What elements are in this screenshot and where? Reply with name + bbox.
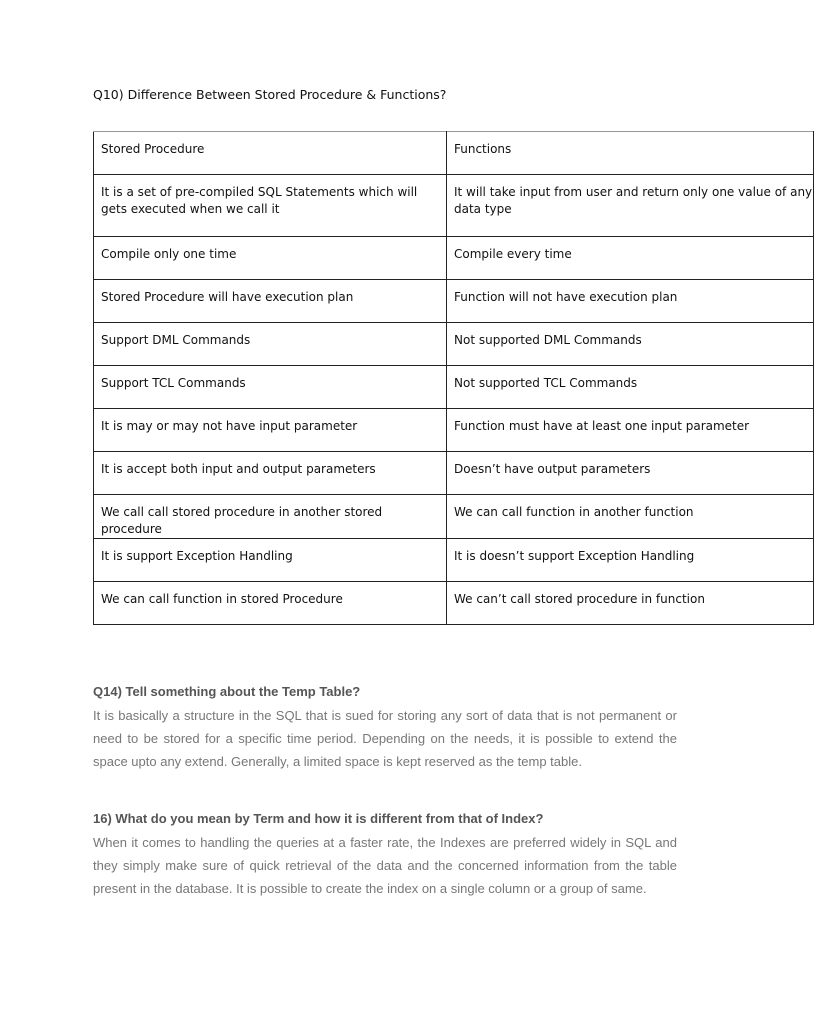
table-cell: Function must have at least one input parameter — [447, 409, 814, 452]
table-cell: Compile every time — [447, 237, 814, 280]
table-row — [94, 237, 814, 280]
table-cell: It will take input from user and return only one value of any data type — [447, 175, 814, 237]
q10-heading: Q10) Difference Between Stored Procedure & Functions? — [93, 87, 447, 102]
header-stored-procedure: Stored Procedure — [94, 132, 447, 175]
table-cell: We can call function in stored Procedure — [94, 582, 447, 625]
table-cell: Doesn’t have output parameters — [447, 452, 814, 495]
q14-body: It is basically a structure in the SQL that is sued for storing any sort of data that is not permanent or need to be stored for a specific time period. Depending on the needs, it is possible to extend the space upto any extend. Generally, a limited space is kept reserved as the temp table. — [93, 708, 677, 769]
table-cell: It is accept both input and output parameters — [94, 452, 447, 495]
table-cell: We call call stored procedure in another stored procedure — [94, 495, 447, 539]
table-row — [94, 495, 814, 539]
q16-body: When it comes to handling the queries at a faster rate, the Indexes are preferred widely in SQL and they simply make sure of quick retrieval of the data and the concerned information from the table present in the database. It is possible to create the index on a single column or a group of same. — [93, 835, 677, 896]
q14-section — [93, 684, 677, 773]
table-cell: Support TCL Commands — [94, 366, 447, 409]
table-cell: Not supported DML Commands — [447, 323, 814, 366]
q14-heading: Q14) Tell something about the Temp Table? — [93, 684, 361, 699]
table-row — [94, 280, 814, 323]
table-cell: It is a set of pre-compiled SQL Statements which will gets executed when we call it — [94, 175, 447, 237]
table-cell: Stored Procedure will have execution plan — [94, 280, 447, 323]
table-row — [94, 366, 814, 409]
table-cell: It is support Exception Handling — [94, 539, 447, 582]
table-header-row — [94, 132, 814, 175]
table-cell: Compile only one time — [94, 237, 447, 280]
table-cell: Function will not have execution plan — [447, 280, 814, 323]
table-cell: We can call function in another function — [447, 495, 814, 539]
table-cell: It is may or may not have input parameter — [94, 409, 447, 452]
table-cell: Not supported TCL Commands — [447, 366, 814, 409]
table-cell: It is doesn’t support Exception Handling — [447, 539, 814, 582]
table-cell: We can’t call stored procedure in function — [447, 582, 814, 625]
table-row — [94, 582, 814, 625]
table-row — [94, 323, 814, 366]
q16-heading: 16) What do you mean by Term and how it is different from that of Index? — [93, 811, 544, 826]
comparison-table-container — [93, 131, 813, 625]
table-row — [94, 539, 814, 582]
table-cell: Support DML Commands — [94, 323, 447, 366]
table-row — [94, 452, 814, 495]
table-row — [94, 175, 814, 237]
table-row — [94, 409, 814, 452]
comparison-table — [93, 131, 814, 625]
q16-section — [93, 811, 677, 900]
header-functions: Functions — [447, 132, 814, 175]
